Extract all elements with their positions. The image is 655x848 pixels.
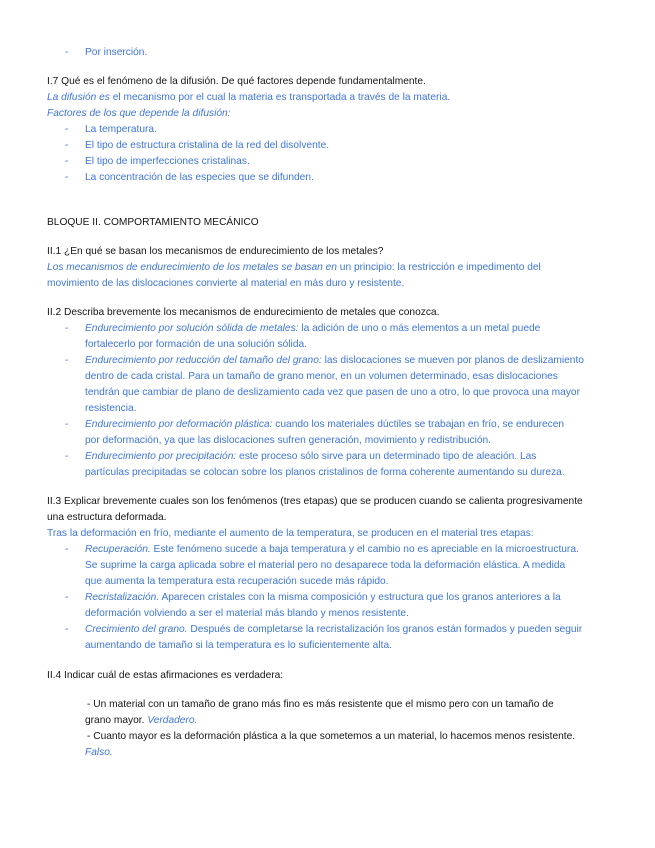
list-item xyxy=(0,622,655,638)
list-item-continuation: que aumenta la temperatura esta recuperación sucede más rápido. xyxy=(85,576,389,587)
list-marker: - xyxy=(65,355,69,366)
list-item-continuation: por deformación, ya que las dislocaciones sufren generación, movimiento y redistribución. xyxy=(85,435,492,446)
answer-italic-lead: La difusión es xyxy=(47,92,110,103)
list-item-text: La concentración de las especies que se difunden. xyxy=(85,172,314,183)
list-marker: - xyxy=(65,451,69,462)
question-heading: I.7 Qué es el fenómeno de la difusión. De qué factores depende fundamentalmente. xyxy=(47,76,426,87)
list-item-text: este proceso sólo sirve para un determinado tipo de aleación. Las xyxy=(239,451,537,462)
list-item-text: El tipo de imperfecciones cristalinas. xyxy=(85,156,250,167)
list-item-text: las dislocaciones se mueven por planos de deslizamiento xyxy=(324,355,584,366)
question-heading: II.4 Indicar cuál de estas afirmaciones es verdadera: xyxy=(47,670,284,681)
list-item-continuation: dentro de cada cristal. Para un tamaño de grano menor, en un volumen determinado, esas dislocaciones xyxy=(85,371,558,382)
list-item xyxy=(0,590,655,606)
list-item-continuation: resistencia. xyxy=(85,403,137,414)
list-item xyxy=(0,321,655,337)
list-item xyxy=(0,542,655,558)
list-item-text: la adición de uno o más elementos a un metal puede xyxy=(301,323,541,334)
answer-line xyxy=(0,260,655,276)
statement-line: - Cuanto mayor es la deformación plástica a la que sometemos a un material, lo hacemos menos resistente. xyxy=(87,731,576,742)
answer-text: un principio: la restricción e impedimento del xyxy=(339,262,541,273)
block-title: BLOQUE II. COMPORTAMIENTO MECÁNICO xyxy=(47,217,259,228)
list-marker: - xyxy=(65,592,69,603)
list-item-text: Después de completarse la recristalización los granos están formados y pueden seguir xyxy=(190,624,583,635)
list-item xyxy=(0,122,655,138)
question-heading: II.3 Explicar brevemente cuales son los fenómenos (tres etapas) que se producen cuando se calienta progresivamente xyxy=(47,496,583,507)
list-item-continuation: partículas precipitadas se colocan sobre los planos cristalinos de forma coherente aumentando su dureza. xyxy=(85,467,565,478)
list-item-text: Aparecen cristales con la misma composición y estructura que los granos anteriores a la xyxy=(161,592,561,603)
list-item xyxy=(0,45,655,61)
list-item xyxy=(0,353,655,369)
answer-intro: Tras la deformación en frío, mediante el aumento de la temperatura, se producen en el material tres etapas: xyxy=(47,528,534,539)
list-item xyxy=(0,170,655,186)
list-item xyxy=(0,449,655,465)
list-item-term: Crecimiento del grano. xyxy=(85,624,188,635)
list-item-term: Endurecimiento por solución sólida de metales: xyxy=(85,323,299,334)
list-marker: - xyxy=(65,323,69,334)
list-item-continuation: aumentando de tamaño si la temperatura es lo suficientemente alta. xyxy=(85,640,392,651)
list-item-term: Recristalización. xyxy=(85,592,160,603)
answer-italic-lead: Los mecanismos de endurecimiento de los metales se basan en xyxy=(47,262,337,273)
answer-text: el mecanismo por el cual la materia es transportada a través de la materia. xyxy=(112,92,451,103)
statement-line: - Un material con un tamaño de grano más fino es más resistente que el mismo pero con un tamaño de xyxy=(87,699,554,710)
list-item-continuation: deformación volviendo a ser el material más blando y menos resistente. xyxy=(85,608,409,619)
list-marker: - xyxy=(65,544,69,555)
list-item-text: Este fenómeno sucede a baja temperatura y el cambio no es apreciable en la microestructura. xyxy=(153,544,579,555)
question-heading: II.1 ¿En qué se basan los mecanismos de endurecimiento de los metales? xyxy=(47,246,384,257)
statement-answer: Verdadero. xyxy=(147,715,198,726)
statement-text: grano mayor. xyxy=(85,715,145,726)
statement-line xyxy=(0,713,655,729)
list-item-text: La temperatura. xyxy=(85,124,157,135)
list-item-term: Endurecimiento por deformación plástica: xyxy=(85,419,273,430)
list-marker: - xyxy=(65,124,69,135)
list-item-text: El tipo de estructura cristalina de la red del disolvente. xyxy=(85,140,330,151)
list-item-continuation: Se suprime la carga aplicada sobre el material pero no desaparece toda la deformación elástica. A medida xyxy=(85,560,566,571)
list-item-term: Endurecimiento por reducción del tamaño del grano: xyxy=(85,355,322,366)
list-item-term: Recuperación. xyxy=(85,544,151,555)
list-item xyxy=(0,138,655,154)
list-item-text: cuando los materiales dúctiles se trabajan en frío, se endurecen xyxy=(275,419,565,430)
list-marker: - xyxy=(65,156,69,167)
list-marker: - xyxy=(65,140,69,151)
document-body xyxy=(0,45,655,761)
list-item-term: Endurecimiento por precipitación: xyxy=(85,451,237,462)
question-heading-continuation: una estructura deformada. xyxy=(47,512,167,523)
list-marker: - xyxy=(65,47,69,58)
factors-label: Factores de los que depende la difusión: xyxy=(47,108,231,119)
list-item xyxy=(0,154,655,170)
list-item xyxy=(0,417,655,433)
list-marker: - xyxy=(65,172,69,183)
list-item-continuation: tendrán que cambiar de plano de deslizamiento cada vez que pasen de uno a otro, lo que provoca una mayor xyxy=(85,387,580,398)
question-heading: II.2 Describa brevemente los mecanismos de endurecimiento de metales que conozca. xyxy=(47,307,440,318)
answer-line: movimiento de las dislocaciones convierte al material en más duro y resistente. xyxy=(47,278,405,289)
list-item-text: Por inserción. xyxy=(85,47,148,58)
list-marker: - xyxy=(65,419,69,430)
list-item-continuation: fortalecerlo por formación de una solución sólida. xyxy=(85,339,307,350)
statement-answer: Falso. xyxy=(85,747,113,758)
answer-line xyxy=(0,90,655,106)
list-marker: - xyxy=(65,624,69,635)
